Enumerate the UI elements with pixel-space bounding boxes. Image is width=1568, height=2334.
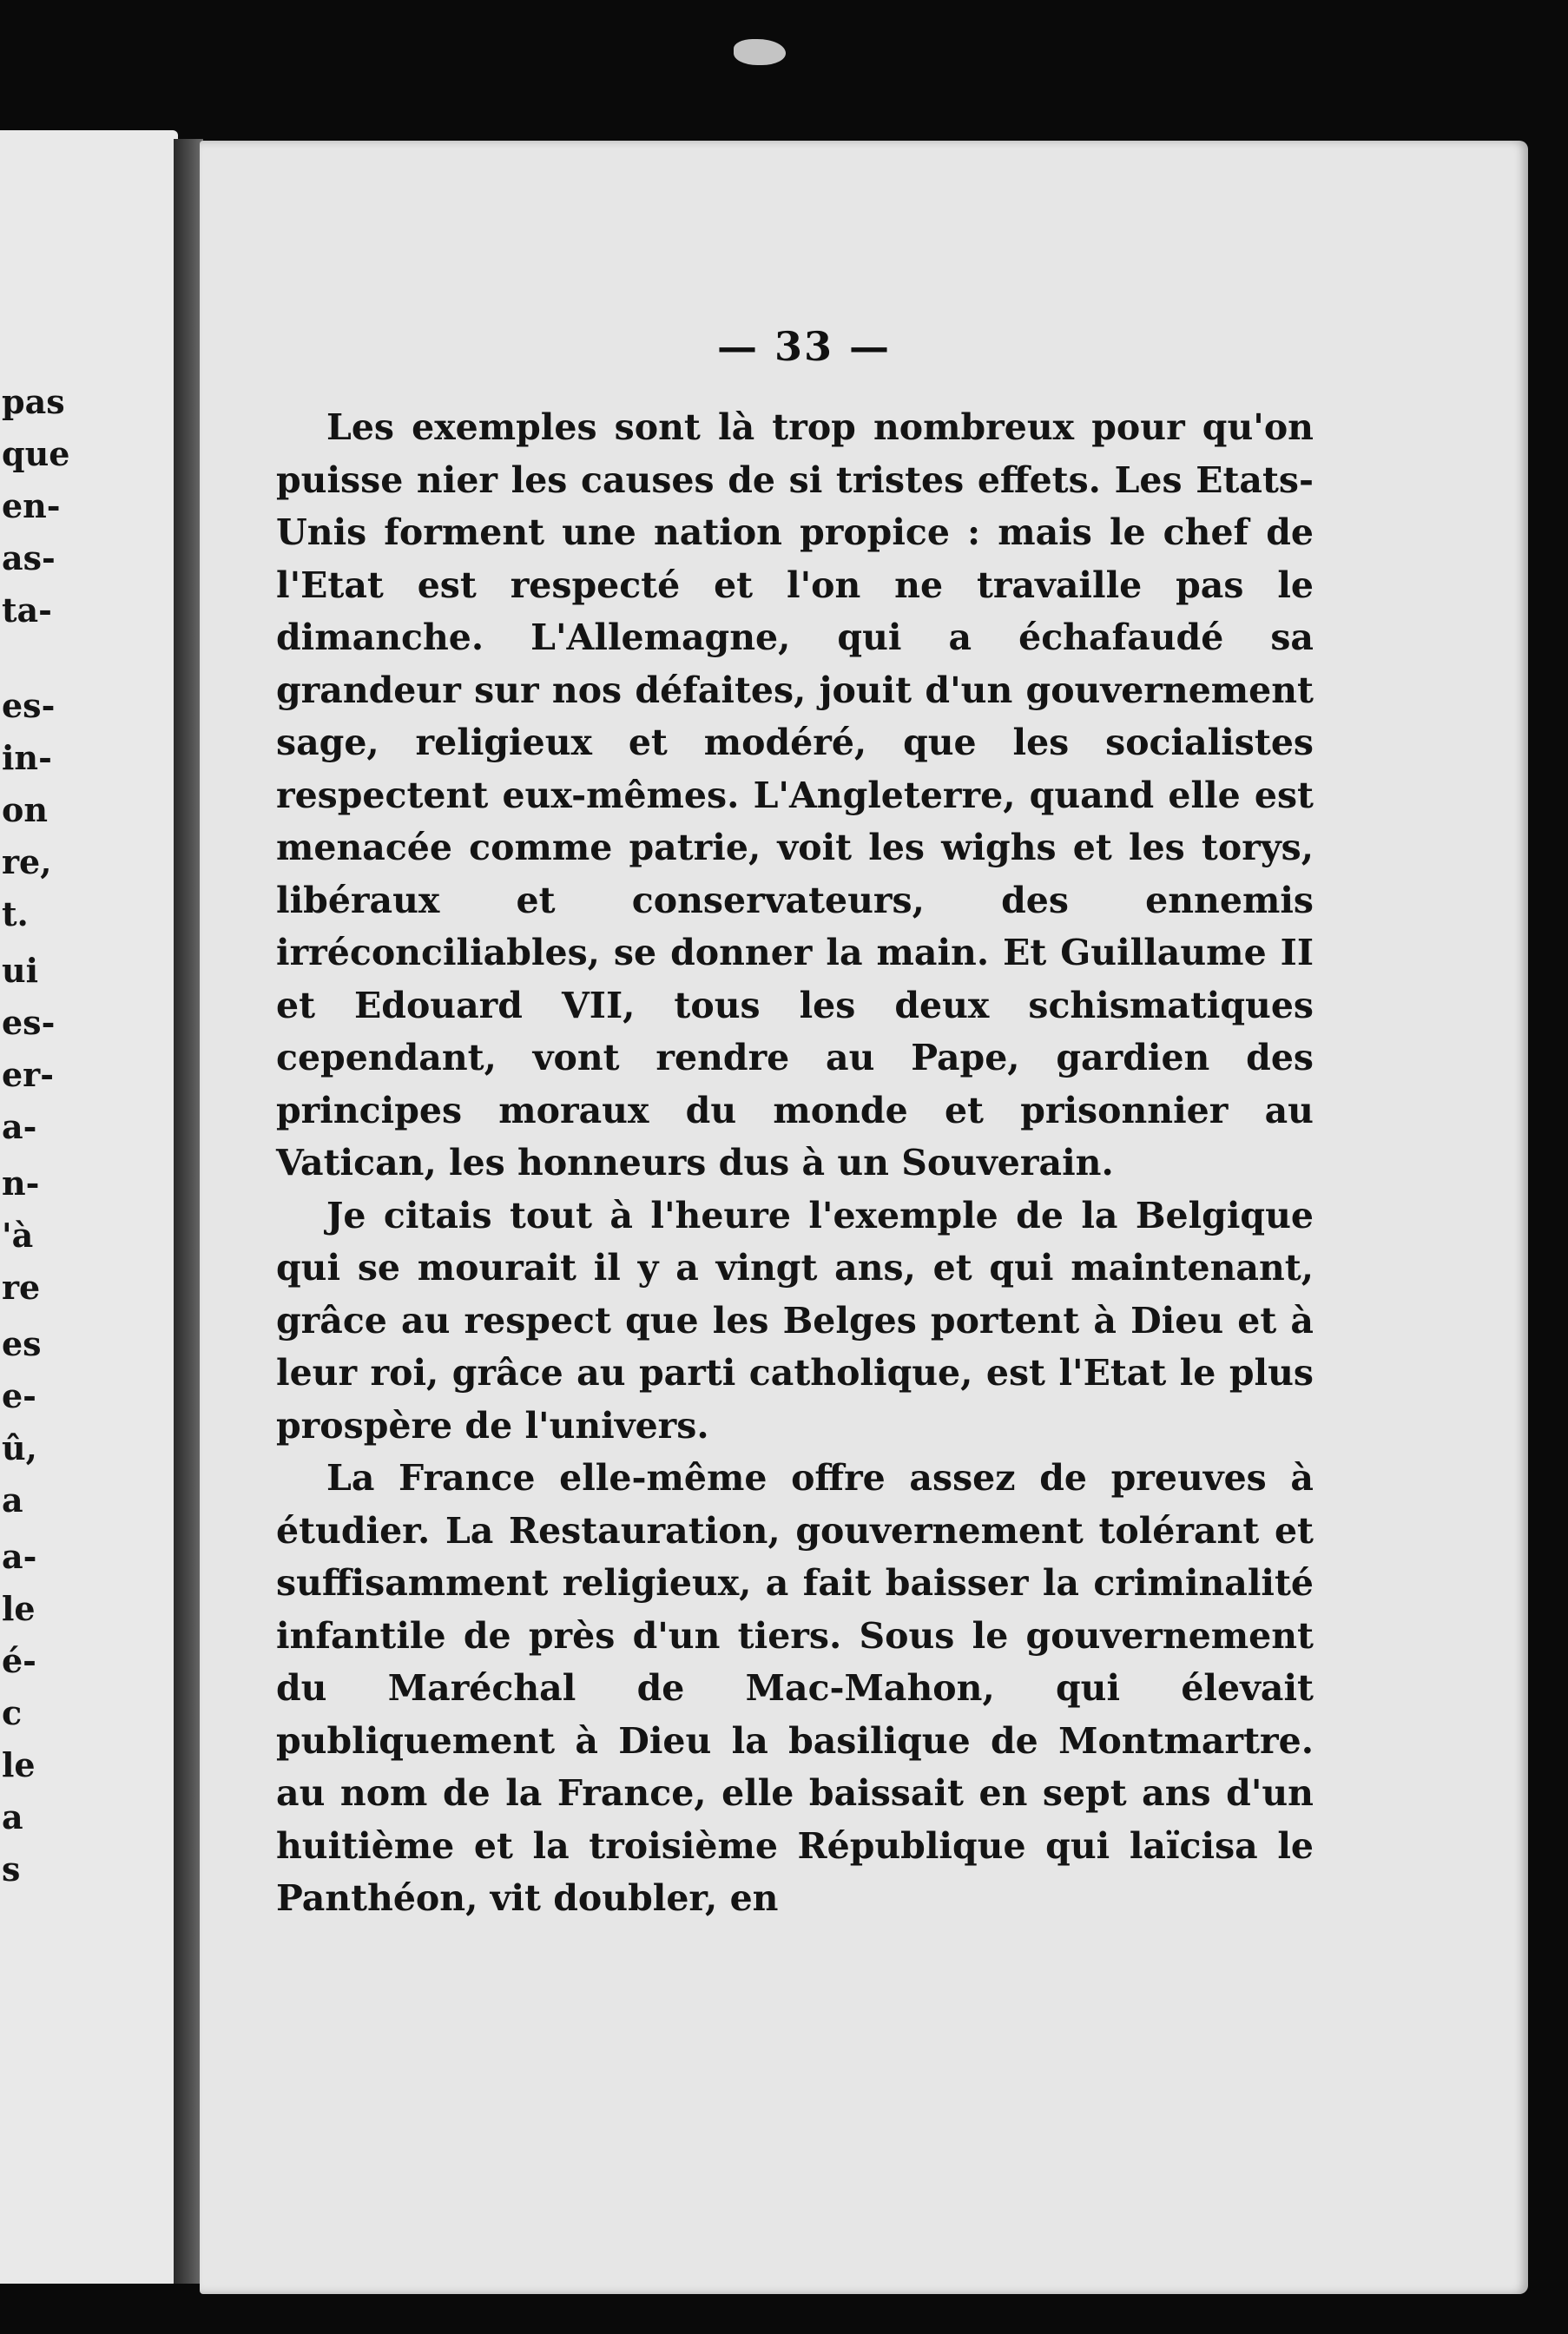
left-page-fragment: le bbox=[2, 1589, 36, 1628]
left-page-fragment: as- bbox=[2, 538, 56, 577]
left-facing-page bbox=[0, 130, 178, 2284]
paragraph: La France elle-même offre assez de preuves à étudier. La Restauration, gouvernement tolérant et suffisamment religieux, a fait baisser la criminalité infantile de près d'un tiers. Sous le gouvernement du Maréchal de Mac-Mahon, qui élevait publiquement à Dieu la basilique de Montmartre. au nom de la France, elle baissait en sept ans d'un huitième et la troisième République qui laïcisa le Panthéon, vit doubler, en bbox=[276, 1457, 1314, 1919]
left-page-fragment: e- bbox=[2, 1376, 36, 1415]
left-page-fragment: 'à bbox=[2, 1216, 34, 1255]
page-body-text bbox=[276, 401, 1314, 1925]
left-page-fragment: t. bbox=[2, 894, 29, 933]
left-page-fragment: in- bbox=[2, 738, 52, 777]
left-page-fragment: û, bbox=[2, 1428, 37, 1467]
page-number: — 33 — bbox=[717, 323, 892, 370]
left-page-fragment: ta- bbox=[2, 590, 52, 630]
left-page-fragment: re, bbox=[2, 842, 52, 881]
left-page-fragment: a bbox=[2, 1797, 23, 1836]
paragraph: Les exemples sont là trop nombreux pour qu'on puisse nier les causes de si tristes effets. Les Etats-Unis forment une nation propice : mais le chef de l'Etat est respecté et l'on ne travaille pas le dimanche. L'Allemagne, qui a échafaudé sa grandeur sur nos défaites, jouit d'un gouvernement sage, religieux et modéré, que les socialistes respectent eux-mêmes. L'Angleterre, quand elle est menacée comme patrie, voit les wighs et les torys, libéraux et conservateurs, des ennemis irréconciliables, se donner la main. Et Guillaume II et Edouard VII, tous les deux schismatiques cependant, vont rendre au Pape, gardien des principes moraux du monde et prisonnier au Vatican, les honneurs dus à un Souverain. bbox=[276, 406, 1314, 1183]
left-page-fragment: a- bbox=[2, 1537, 37, 1576]
left-page-fragment: pas bbox=[2, 382, 65, 421]
left-page-fragment: ui bbox=[2, 951, 39, 990]
left-page-fragment: a- bbox=[2, 1107, 37, 1146]
left-page-fragment: es- bbox=[2, 686, 56, 725]
left-page-fragment: c bbox=[2, 1693, 23, 1732]
left-page-fragment: n- bbox=[2, 1164, 40, 1203]
left-page-fragment: es- bbox=[2, 1003, 56, 1042]
left-page-fragment: é- bbox=[2, 1641, 36, 1680]
left-page-fragment: que bbox=[2, 434, 70, 473]
paragraph: Je citais tout à l'heure l'exemple de la Belgique qui se mourait il y a vingt ans, et qui maintenant, grâce au respect que les Belges portent à Dieu et à leur roi, grâce au parti catholique, est l'Etat le plus prospère de l'univers. bbox=[276, 1194, 1314, 1447]
left-page-fragment: en- bbox=[2, 486, 61, 525]
left-page-fragment: on bbox=[2, 790, 48, 829]
scan-speck bbox=[734, 39, 786, 65]
left-page-fragment: le bbox=[2, 1745, 36, 1784]
left-page-fragment: a bbox=[2, 1480, 23, 1520]
left-page-fragment: re bbox=[2, 1268, 41, 1307]
left-page-fragment: s bbox=[2, 1849, 21, 1889]
left-page-fragment: es bbox=[2, 1324, 42, 1363]
book-binding-gutter bbox=[174, 139, 203, 2284]
left-page-fragment: er- bbox=[2, 1055, 54, 1094]
